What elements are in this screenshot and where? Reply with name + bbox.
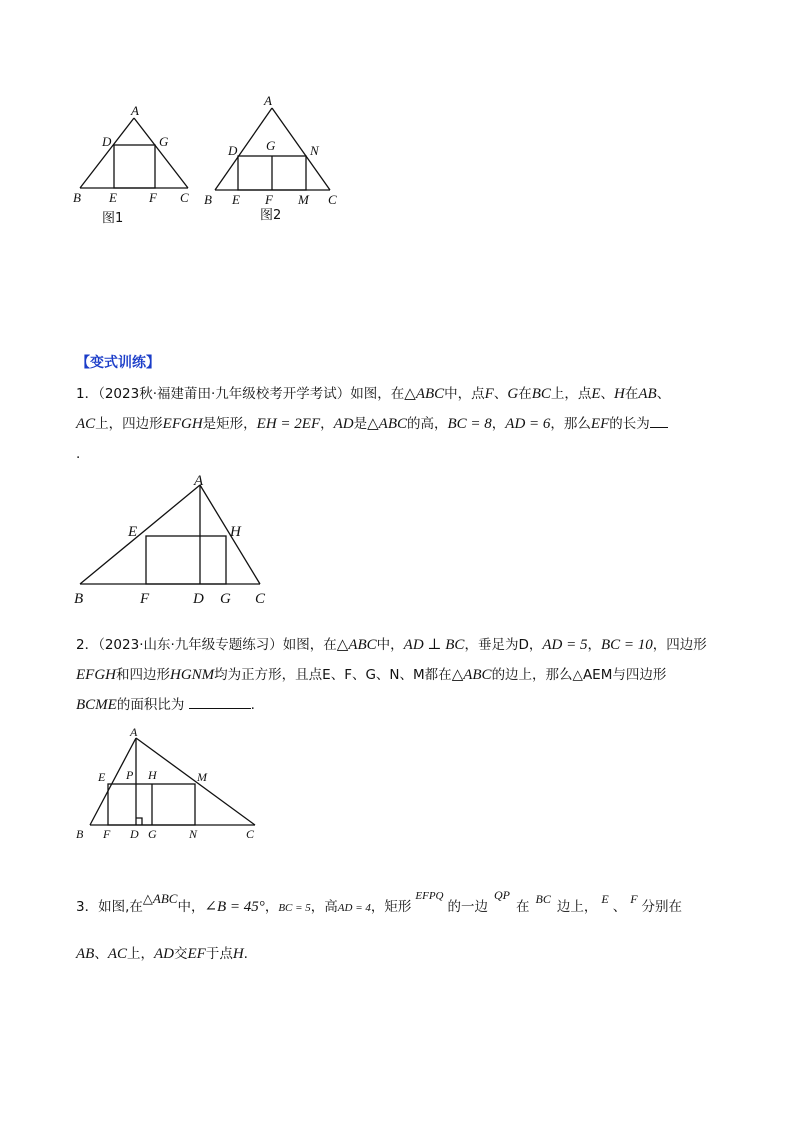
q2-text: 中，: [376, 637, 404, 653]
q1-segment-ab: AB: [638, 386, 657, 402]
q3-text: 在: [516, 899, 530, 915]
label-N: N: [189, 827, 198, 841]
label-A: A: [194, 473, 204, 489]
q1-text: 、: [656, 386, 671, 402]
label-M: M: [197, 770, 207, 784]
q1-text: 的长为: [609, 416, 650, 432]
q1-text: 的高，: [407, 416, 448, 432]
q2-text: 均为正方形，且点E、F、G、N、M都在: [214, 667, 452, 683]
q2-number: 2．: [76, 637, 99, 653]
q1-text: 、: [600, 386, 615, 402]
q1-text: 在: [624, 386, 639, 402]
q3-rect: EFPQ: [415, 890, 444, 902]
q2-end: .: [250, 697, 255, 713]
q3-eq-bc: BC = 5: [278, 902, 311, 914]
label-A: A: [130, 725, 138, 739]
q2-text: 的边上，那么△AEM与四边形: [491, 667, 667, 683]
label-M: M: [298, 192, 309, 207]
label-B: B: [73, 190, 81, 205]
label-C: C: [180, 190, 189, 205]
q1-text: 上，点: [550, 386, 592, 402]
q2-eq-bc: BC = 10: [600, 637, 653, 653]
label-P: P: [126, 768, 134, 782]
q1-text: 在: [518, 386, 532, 402]
q1-end: .: [76, 446, 81, 462]
figure-3: [70, 472, 280, 607]
label-G: G: [220, 591, 231, 607]
figure-1-caption: 图1: [102, 211, 124, 226]
q3-end: .: [243, 946, 248, 962]
q3-triangle: △ABC: [142, 891, 178, 906]
q2-text: 的面积比为: [116, 697, 185, 713]
label-G: G: [159, 134, 169, 149]
label-E: E: [128, 524, 138, 540]
label-D: D: [228, 143, 238, 158]
q3-text: ，: [264, 899, 279, 915]
q1-text: 中，点: [444, 386, 485, 402]
figure-2-caption: 图2: [260, 208, 282, 223]
q1-rect: EFGH: [162, 416, 203, 432]
label-C: C: [255, 591, 266, 607]
label-H: H: [148, 768, 157, 782]
q1-triangle: △ABC: [367, 416, 407, 432]
q3-segment-qp: QP: [494, 888, 510, 902]
label-C: C: [246, 827, 255, 841]
q1-point-f: F: [484, 386, 494, 402]
label-F: F: [149, 190, 157, 205]
label-G: G: [148, 827, 157, 841]
q3-text: 、: [94, 946, 108, 962]
label-H: H: [230, 524, 241, 540]
section-title: 【变式训练】: [76, 355, 160, 371]
q3-text: ，高: [310, 899, 338, 915]
label-F: F: [265, 192, 273, 207]
q3-segment-ab: AB: [76, 946, 95, 962]
q1-point-g: G: [507, 386, 519, 402]
q2-triangle: △ABC: [336, 637, 377, 653]
q2-source: （2023·山东·九年级专题练习）如图，在: [98, 637, 337, 653]
q2-text: ，四边形: [652, 637, 707, 653]
label-E: E: [98, 770, 106, 784]
figure-4: [70, 722, 270, 842]
q1-point-e: E: [591, 386, 601, 402]
q1-eq-bc: BC = 8: [447, 416, 492, 432]
q2-answer-blank[interactable]: [189, 708, 251, 709]
q1-segment-bc: BC: [531, 386, 551, 402]
q1-eq-eh: EH = 2EF: [256, 416, 321, 432]
question-3: [76, 872, 736, 977]
q3-point-h: H: [232, 946, 244, 962]
q2-eq-ad: AD = 5: [542, 637, 588, 653]
question-1: [76, 379, 726, 469]
label-B: B: [204, 192, 212, 207]
q3-text: 于点: [205, 946, 233, 962]
q2-text: ，垂足为D，: [464, 637, 543, 653]
q1-text: 是: [353, 416, 368, 432]
q2-text: ，: [587, 637, 601, 653]
label-E: E: [109, 190, 117, 205]
q3-segment-bc: BC: [535, 892, 551, 906]
q1-text: ，: [491, 416, 506, 432]
label-D: D: [130, 827, 139, 841]
label-D: D: [193, 591, 204, 607]
q3-text: 的一边: [447, 899, 488, 915]
q3-text: 中，: [177, 899, 205, 915]
q1-text: ，那么: [550, 416, 591, 432]
q1-point-h: H: [614, 386, 625, 402]
q1-answer-blank[interactable]: [650, 427, 668, 428]
q2-quad-bcme: BCME: [76, 697, 117, 713]
q1-text: 是矩形，: [202, 416, 257, 432]
label-B: B: [74, 591, 84, 607]
figure-1: [70, 100, 200, 230]
figure-2: [200, 92, 345, 230]
q3-text: 边上，: [556, 899, 598, 915]
q3-text: ，矩形: [370, 899, 412, 915]
label-A: A: [131, 103, 139, 118]
q2-text: 和四边形: [116, 667, 170, 683]
q2-triangle: △ABC: [451, 667, 492, 683]
label-C: C: [328, 192, 337, 207]
q3-segment-ef: EF: [187, 946, 206, 962]
q3-angle: ∠B = 45°: [204, 899, 265, 915]
q3-segment-ad: AD: [154, 946, 174, 962]
q3-number: 3．如图,在: [76, 899, 143, 915]
q3-segment-ac: AC: [107, 946, 127, 962]
label-N: N: [310, 143, 319, 158]
q1-text: ，: [320, 416, 334, 432]
label-F: F: [140, 591, 150, 607]
q1-source: （2023秋·福建莆田·九年级校考开学考试）如图，在: [98, 386, 405, 402]
label-D: D: [102, 134, 112, 149]
q3-point-f: F: [630, 892, 638, 906]
q1-number: 1．: [76, 386, 99, 402]
label-G: G: [266, 138, 276, 153]
q3-text: 、: [612, 899, 627, 915]
q1-segment-ac: AC: [76, 416, 96, 432]
q2-square-hgnm: HGNM: [170, 667, 215, 683]
q2-square-efgh: EFGH: [76, 667, 116, 683]
q3-eq-ad: AD = 4: [337, 902, 371, 914]
label-A: A: [264, 93, 272, 108]
q1-triangle: △ABC: [404, 386, 445, 402]
q3-point-e: E: [601, 892, 609, 906]
q3-text: 交: [174, 946, 188, 962]
q2-perp: AD ⊥ BC: [403, 637, 465, 653]
q1-eq-ad: AD = 6: [505, 416, 551, 432]
label-E: E: [232, 192, 240, 207]
q1-text: 上，四边形: [95, 416, 163, 432]
label-F: F: [103, 827, 111, 841]
label-B: B: [76, 827, 84, 841]
q1-text: 、: [493, 386, 508, 402]
q3-text: 分别在: [641, 899, 683, 915]
q1-segment-ad: AD: [333, 416, 354, 432]
q1-segment-ef: EF: [590, 416, 610, 432]
question-2: [76, 630, 726, 720]
q3-text: 上，: [127, 946, 154, 962]
